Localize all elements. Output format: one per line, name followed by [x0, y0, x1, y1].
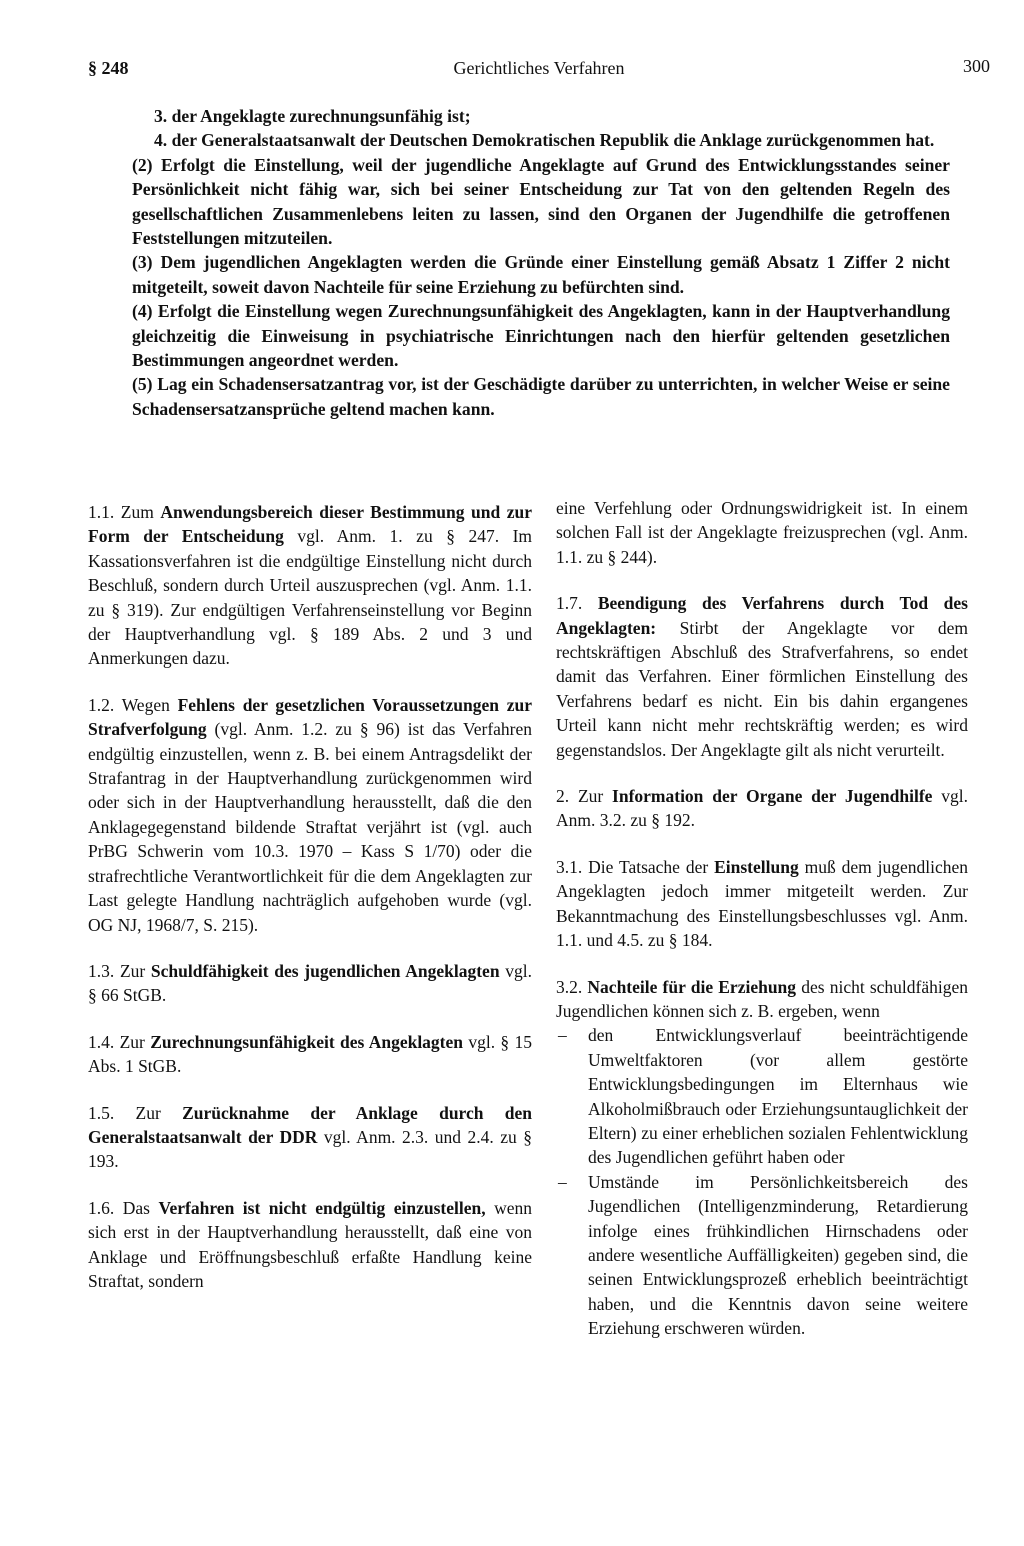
note-number: 2. — [556, 786, 570, 807]
note-number: 1.1. — [88, 502, 115, 522]
note-keyword: Nachteile für die Erziehung — [587, 976, 797, 997]
page-number: 300 — [963, 56, 990, 76]
statute-paragraph-2: (2) Erfolgt die Einstellung, weil der jugendliche Angeklagte auf Grund des Entwicklungsstandes seiner Persönlichkeit nicht fähig war, sich bei seiner Entscheidung zur Tat von den geltenden Regeln des gesellschaftlichen Zusammenlebens leiten zu lassen, sind den Organen der Jugendhilfe die getroffenen Feststellungen mitzuteilen. — [132, 154, 950, 249]
note-2 — [556, 784, 968, 833]
note-1-3 — [88, 959, 532, 1008]
note-body: wenn sich erst in der Hauptverhandlung herausstellt, daß eine von Anklage und Eröffnungsbeschluß erfaßte Handlung keine Straftat, sondern — [88, 1197, 532, 1291]
note-3-1 — [556, 855, 968, 953]
note-body: vgl. Anm. 3.2. zu § 192. — [556, 786, 969, 831]
note-keyword: Fehlens der gesetzlichen Voraussetzungen zur Strafverfolgung — [88, 694, 532, 740]
statute-paragraph-4: (4) Erfolgt die Einstellung wegen Zurechnungsunfähigkeit des Angeklagten, kann in der Hauptverhandlung gleichzeitig die Einweisung in psychiatrische Einrichtungen nach den hierfür geltenden gesetzlichen Bestimmungen angeordnet werden. — [132, 301, 950, 371]
list-item — [556, 1170, 968, 1341]
note-body: (vgl. Anm. 1.2. zu § 96) ist das Verfahren endgültig einzustellen, wenn z. B. bei einem Antragsdelikt der Strafantrag in der Hauptverhandlung zurückgenommen wird oder sich in der Hauptverhandlung herausstellt, daß die den Anklagegegenstand bildende Straftat verjährt ist (vgl. auch PrBG Schwerin vom 10.3. 1970 – Kass S 1/70) oder die strafrechtliche Verantwortlichkeit für die dem Angeklagten zur Last gelegte Handlung nachträglich aufgehoben wurde (vgl. OG NJ, 1968/7, S. 215). — [88, 719, 533, 935]
note-keyword: Anwendungsbereich dieser Bestimmung und zur Form der Entscheidung — [88, 502, 533, 547]
note-body: vgl. Anm. 2.3. und 2.4. zu § 193. — [88, 1126, 532, 1172]
statute-text — [132, 104, 950, 421]
note-lead: Zur — [135, 1102, 161, 1123]
note-keyword: Beendigung des Verfahrens durch Tod des Angeklagten: — [556, 593, 968, 638]
page-header — [88, 56, 990, 86]
note-number: 1.5. — [88, 1102, 115, 1123]
note-keyword: Zurücknahme der Anklage durch den Generalstaatsanwalt der DDR — [88, 1102, 533, 1147]
note-lead: Die Tatsache der — [588, 856, 709, 877]
list-item — [556, 1023, 968, 1169]
note-body: vgl. § 66 StGB. — [88, 960, 532, 1006]
note-lead: Zur — [119, 1031, 145, 1052]
list-item-text: Umstände im Persönlichkeitsbereich des Jugendlichen (Intelligenzminderung, Retardierung infolge eines frühkindlichen Hirnschadens oder andere wesentliche Auffälligkeiten) gegeben sind, die seinen Entwicklungsprozeß erheblich beeinträchtigt haben, und die Kenntnis davon seine weitere Erziehung erschweren würden. — [588, 1171, 968, 1339]
note-lead: Zum — [120, 502, 154, 522]
note-body: des nicht schuldfähigen Jugendlichen können sich z. B. ergeben, wenn — [556, 976, 969, 1021]
note-1-7 — [556, 591, 968, 762]
note-keyword: Schuldfähigkeit des jugendlichen Angeklagten — [150, 960, 500, 981]
note-body: muß dem jugendlichen Angeklagten jedoch immer mitgeteilt werden. Zur Bekanntmachung des Einstellungsbeschlusses vgl. Anm. 1.1. und 4.5. zu § 184. — [556, 856, 969, 951]
list-item-text: den Entwicklungsverlauf beeinträchtigende Umweltfaktoren (vor allem gestörte Entwicklungsbedingungen im Elternhaus wie Alkoholmißbrauch oder Erziehungsuntauglichkeit der Eltern) zu einer erheblichen sozialen Fehlentwicklung des Jugendlichen geführt haben oder — [588, 1025, 968, 1168]
statute-paragraph-5: (5) Lag ein Schadensersatzantrag vor, ist der Geschädigte darüber zu unterrichten, in welcher Weise er seine Schadensersatzansprüche geltend machen kann. — [132, 374, 950, 419]
note-number: 1.2. — [88, 694, 115, 715]
note-keyword: Information der Organe der Jugendhilfe — [612, 786, 933, 807]
note-body: vgl. Anm. 1. zu § 247. Im Kassationsverfahren ist die endgültige Einstellung nicht durch Beschluß, sondern durch Urteil auszusprechen (vgl. Anm. 1.1. zu § 319). Zur endgültigen Verfahrenseinstellung vor Beginn der Hauptverhandlung vgl. § 189 Abs. 2 und 3 und Anmerkungen dazu. — [88, 526, 533, 669]
note-number: 1.3. — [88, 960, 115, 981]
statute-item-4: 4. der Generalstaatsanwalt der Deutschen Demokratischen Republik die Anklage zurückgenommen hat. — [154, 130, 935, 151]
note-number: 1.7. — [556, 593, 583, 614]
note-1-6-continued: eine Verfehlung oder Ordnungswidrigkeit ist. In einem solchen Fall ist der Angeklagte freizusprechen (vgl. Anm. 1.1. zu § 244). — [556, 498, 968, 567]
section-marker: § 248 — [88, 58, 129, 78]
note-lead: Wegen — [121, 694, 170, 715]
note-1-2 — [88, 693, 532, 937]
note-1-4 — [88, 1030, 532, 1079]
note-lead: Zur — [577, 786, 604, 807]
note-keyword: Einstellung — [714, 856, 799, 877]
note-1-6 — [88, 1196, 532, 1294]
note-number: 1.6. — [88, 1197, 115, 1218]
note-body: Stirbt der Angeklagte vor dem rechtskräftigen Abschluß des Strafverfahrens, so endet damit das Verfahren. Einer förmlichen Einstellung des Verfahrens bedarf es nicht. Ein bis dahin ergangenes Urteil kann nicht mehr rechtskräftig werden; es wird gegenstandslos. Der Angeklagte gilt als nicht verurteilt. — [556, 617, 969, 760]
note-1-1 — [88, 500, 532, 671]
note-keyword: Zurechnungsunfähigkeit des Angeklagten — [150, 1031, 464, 1052]
note-3-2 — [556, 975, 968, 1024]
commentary-right-column — [556, 496, 968, 1341]
note-lead: Zur — [119, 960, 146, 981]
statute-paragraph-3: (3) Dem jugendlichen Angeklagten werden die Gründe einer Einstellung gemäß Absatz 1 Ziffer 2 nicht mitgeteilt, soweit davon Nachteile für seine Erziehung zu befürchten sind. — [132, 252, 950, 297]
statute-item-3: 3. der Angeklagte zurechnungsunfähig ist; — [154, 106, 471, 126]
note-body: vgl. § 15 Abs. 1 StGB. — [88, 1031, 533, 1077]
running-title: Gerichtliches Verfahren — [453, 58, 625, 78]
note-lead: Das — [122, 1197, 150, 1218]
note-number: 1.4. — [88, 1031, 115, 1052]
note-number: 3.1. — [556, 856, 583, 877]
note-3-2-list — [556, 1023, 968, 1340]
commentary-left-column — [88, 500, 532, 1293]
dash-bullet: – — [558, 1025, 567, 1046]
note-keyword: Verfahren ist nicht endgültig einzustellen, — [158, 1197, 486, 1218]
dash-bullet: – — [558, 1171, 567, 1192]
note-1-5 — [88, 1101, 532, 1174]
note-number: 3.2. — [556, 976, 583, 997]
